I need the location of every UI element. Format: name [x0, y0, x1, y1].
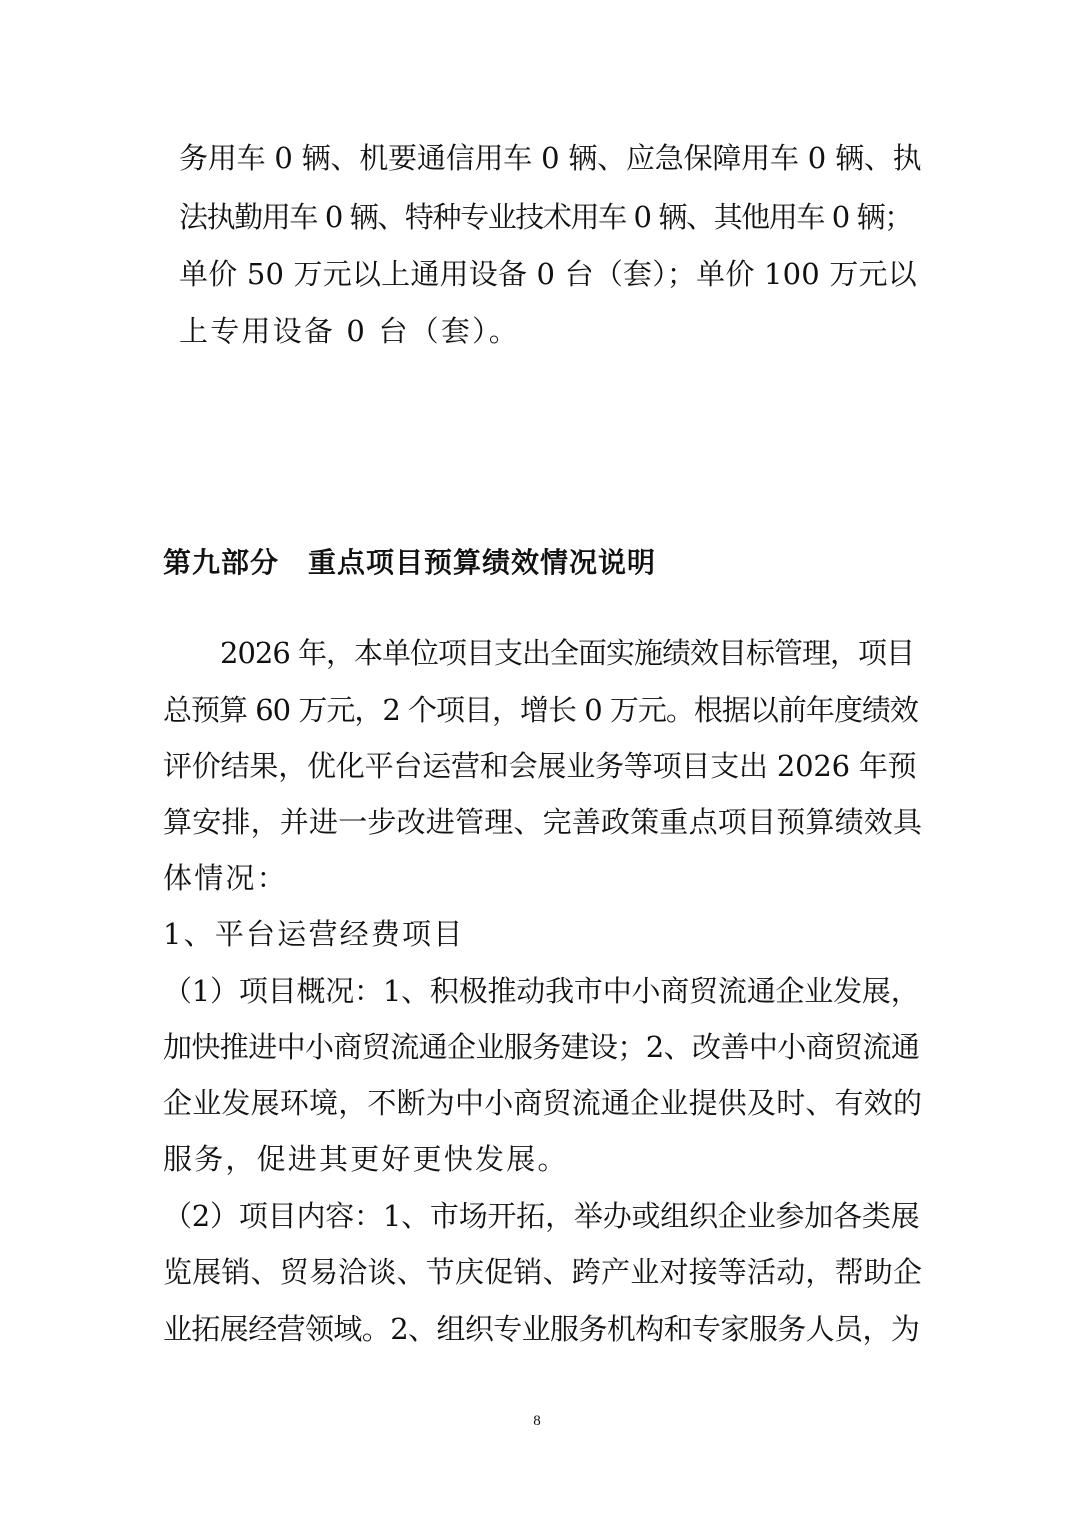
- text-line: 企业发展环境，不断为中小商贸流通企业提供及时、有效的: [163, 1086, 923, 1120]
- text-line: 业拓展经营领域。2、组织专业服务机构和专家服务人员，为: [163, 1312, 920, 1346]
- text-line: 体情况：: [163, 861, 288, 895]
- section-heading: 第九部分 重点项目预算绩效情况说明: [163, 546, 657, 579]
- text-line: 2026 年，本单位项目支出全面实施绩效目标管理，项目: [220, 636, 915, 670]
- text-line: 法执勤用车 0 辆、特种专业技术用车 0 辆、其他用车 0 辆；: [179, 200, 912, 234]
- text-line: 务用车 0 辆、机要通信用车 0 辆、应急保障用车 0 辆、执: [179, 141, 922, 175]
- text-line: 加快推进中小商贸流通企业服务建设；2、改善中小商贸流通: [163, 1030, 920, 1064]
- text-line: 总预算 60 万元，2 个项目，增长 0 万元。根据以前年度绩效: [163, 693, 918, 727]
- text-line: （2）项目内容：1、市场开拓，举办或组织企业参加各类展: [163, 1199, 920, 1233]
- text-line: 算安排，并进一步改进管理、完善政策重点项目预算绩效具: [163, 805, 923, 839]
- text-line: 服务，促进其更好更快发展。: [163, 1142, 569, 1176]
- item-title: 1、平台运营经费项目: [163, 917, 465, 951]
- text-line: （1）项目概况：1、积极推动我市中小商贸流通企业发展，: [163, 974, 920, 1008]
- text-line: 览展销、贸易洽谈、节庆促销、跨产业对接等活动，帮助企: [163, 1255, 923, 1289]
- text-line: 评价结果，优化平台运营和会展业务等项目支出 2026 年预: [163, 749, 917, 783]
- text-line: 上专用设备 0 台（套）。: [179, 314, 520, 348]
- page-number: 8: [533, 1413, 541, 1429]
- text-line: 单价 50 万元以上通用设备 0 台（套）；单价 100 万元以: [179, 257, 917, 291]
